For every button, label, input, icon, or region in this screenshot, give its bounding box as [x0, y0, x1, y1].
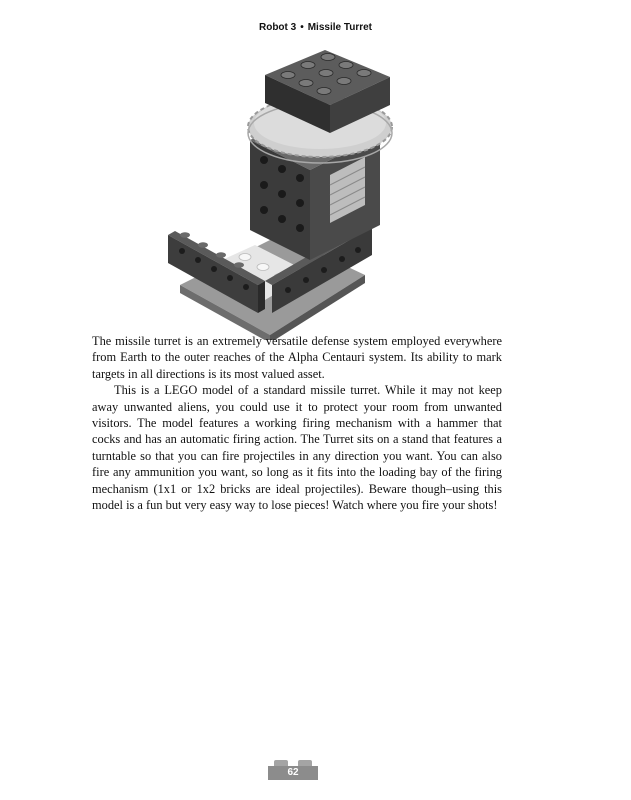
- chapter-title: Missile Turret: [307, 22, 372, 33]
- running-header: [0, 22, 631, 33]
- body-text: [92, 333, 502, 513]
- paragraph-intro: The missile turret is an extremely versatile defense system employed everywhere from Earth to the outer reaches of the Alpha Centauri system. Its ability to mark targets in all directions is its most valued asset.: [92, 334, 502, 381]
- turret-model-image: [160, 45, 400, 340]
- header-separator: •: [300, 22, 304, 33]
- page-number-tab: [268, 760, 318, 780]
- page-number: 62: [287, 767, 299, 778]
- paragraph-description: This is a LEGO model of a standard missile turret. While it may not keep away unwanted aliens, you could use it to protect your room from unwanted visitors. The model features a working firing mechanism with a hammer that cocks and has an automatic firing action. The Turret sits on a stand that features a turntable so that you can fire projectiles in any direction you want. You can also fire any ammunition you want, so long as it fits into the loading bay of the firing mechanism (1x1 or 1x2 bricks are ideal projectiles). Beware though–using this model is a fun but very easy way to lose pieces! Watch where you fire your shots!: [92, 383, 502, 513]
- chapter-label: Robot 3: [258, 22, 297, 33]
